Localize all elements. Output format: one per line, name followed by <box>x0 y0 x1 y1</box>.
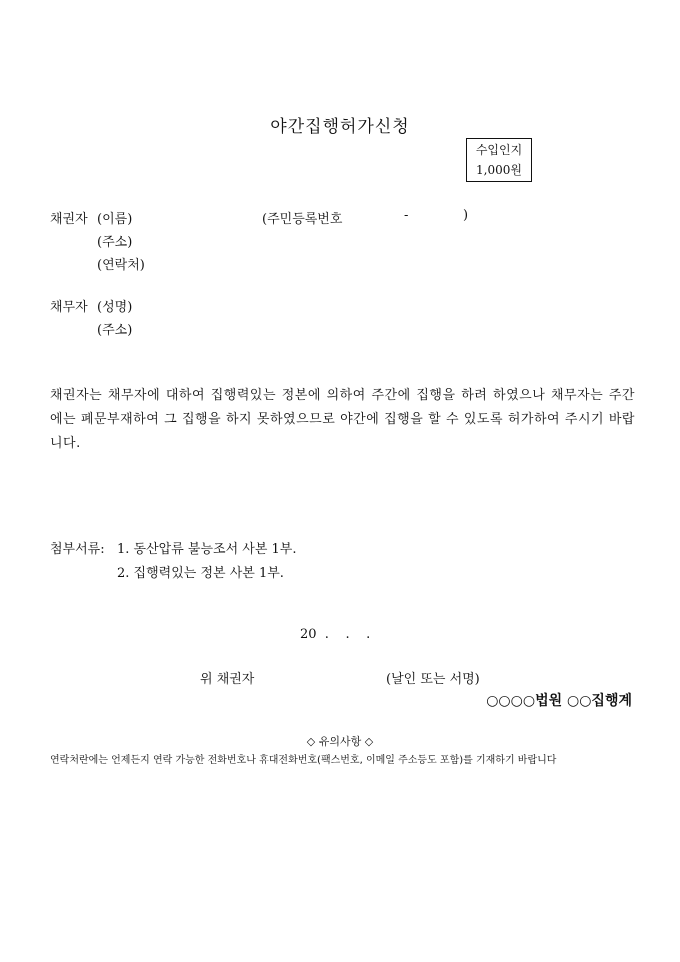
creditor-name-label: (이름) <box>97 212 133 227</box>
creditor-contact-label: (연락처) <box>97 258 145 273</box>
debtor-address-label: (주소) <box>97 323 133 338</box>
notes-text: 연락처란에는 언제든지 연락 가능한 전화번호나 휴대전화번호(팩스번호, 이메일 주소등도 포함)를 기재하기 바랍니다 <box>50 755 557 766</box>
attachments-label: 첨부서류: <box>50 542 105 557</box>
creditor-address-label: (주소) <box>97 235 133 250</box>
document-title: 야간집행허가신청 <box>270 117 410 137</box>
revenue-stamp-box <box>466 138 532 182</box>
creditor-label: 채권자 <box>50 212 88 227</box>
creditor-resident-number-label: (주민등록번호 <box>262 212 343 227</box>
seal-or-signature-label: (날인 또는 서명) <box>386 672 480 687</box>
court-name: ○○○○법원 ○○집행계 <box>486 693 632 709</box>
signature-label: 위 채권자 <box>200 672 255 687</box>
attachment-item: 1. 동산압류 불능조서 사본 1부. <box>117 542 297 557</box>
filing-date: 20 . . . <box>300 627 371 642</box>
resident-number-close: ) <box>463 208 469 223</box>
attachment-item: 2. 집행력있는 정본 사본 1부. <box>117 566 284 581</box>
notes-title: ◇ 유의사항 ◇ <box>306 735 374 748</box>
stamp-label: 수입인지 <box>475 143 523 157</box>
request-body-paragraph: 채권자는 채무자에 대하여 집행력있는 정본에 의하여 주간에 집행을 하려 하였으나 채무자는 주간에는 폐문부재하여 그 집행을 하지 못하였으므로 야간에 집행을 할 수 있도록 허가하여 주시기 바랍니다. <box>50 388 635 451</box>
resident-number-dash: - <box>404 208 409 223</box>
stamp-amount: 1,000원 <box>476 163 522 177</box>
debtor-label: 채무자 <box>50 300 88 315</box>
debtor-name-label: (성명) <box>97 300 133 315</box>
